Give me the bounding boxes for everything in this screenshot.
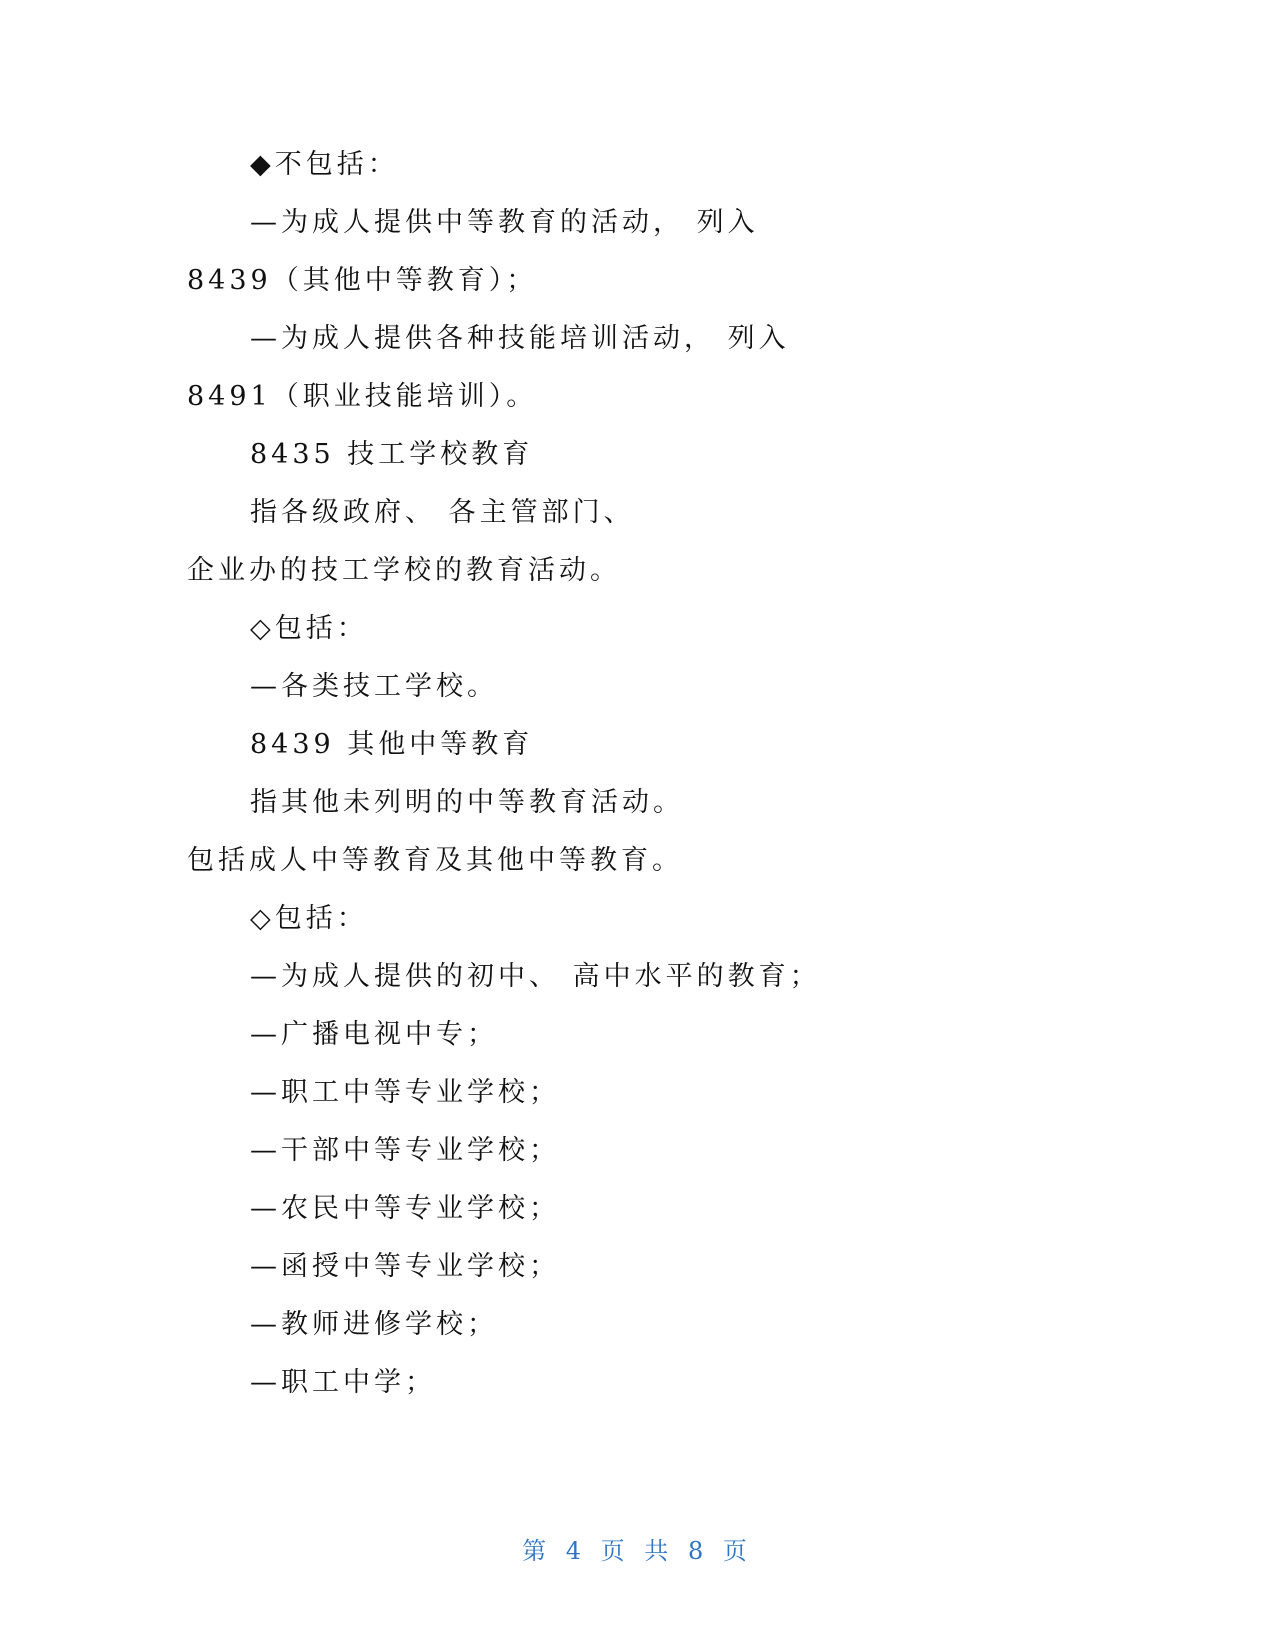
text-line: —各类技工学校。 [250, 671, 498, 702]
text-line: —教师进修学校； [250, 1309, 498, 1340]
section-heading: 8439 其他中等教育 [250, 729, 534, 760]
text-line: 8491（职业技能培训）。 [187, 381, 538, 412]
text-line: ◇包括： [250, 903, 368, 934]
text-line: —广播电视中专； [250, 1019, 498, 1050]
text-line: 指其他未列明的中等教育活动。 [250, 787, 684, 818]
section-heading: 8435 技工学校教育 [250, 439, 534, 470]
text-line: —为成人提供各种技能培训活动， 列入 [250, 323, 790, 354]
text-line: —职工中学； [250, 1367, 436, 1398]
text-line: —干部中等专业学校； [250, 1135, 560, 1166]
text-line: —函授中等专业学校； [250, 1251, 560, 1282]
text-line: —农民中等专业学校； [250, 1193, 560, 1224]
text-line: ◆不包括： [250, 149, 399, 180]
text-line: 指各级政府、 各主管部门、 [250, 497, 635, 528]
text-line: ◇包括： [250, 613, 368, 644]
page-number-footer: 第 4 页 共 8 页 [522, 1537, 753, 1565]
text-line: 企业办的技工学校的教育活动。 [187, 555, 621, 586]
text-line: —职工中等专业学校； [250, 1077, 560, 1108]
text-line: 包括成人中等教育及其他中等教育。 [187, 845, 683, 876]
text-line: 8439（其他中等教育）； [187, 265, 538, 296]
text-line: —为成人提供中等教育的活动， 列入 [250, 207, 759, 238]
text-line: —为成人提供的初中、 高中水平的教育； [250, 961, 821, 992]
